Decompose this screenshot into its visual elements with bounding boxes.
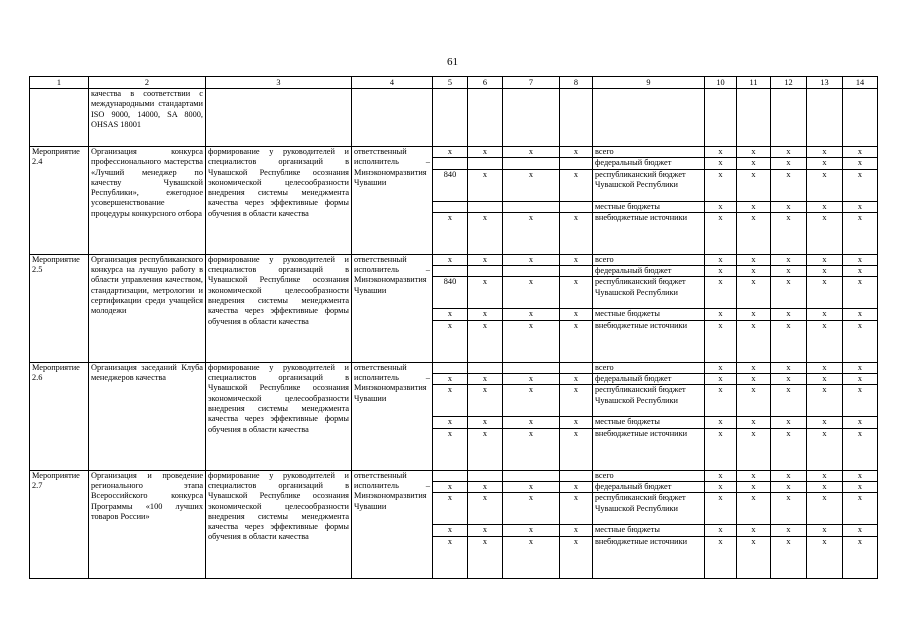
cell	[807, 89, 843, 147]
value-cell: x	[705, 320, 737, 362]
value-cell	[468, 362, 503, 373]
value-cell: x	[807, 525, 843, 536]
funding-source: всего	[593, 147, 705, 158]
value-cell: x	[807, 470, 843, 481]
value-cell: x	[705, 525, 737, 536]
value-cell: x	[560, 309, 593, 320]
value-cell: x	[771, 201, 807, 212]
funding-source: всего	[593, 362, 705, 373]
measure-executor: ответственный исполнитель – Минэкономразвития Чувашии	[352, 147, 433, 255]
value-cell: x	[705, 417, 737, 428]
funding-source: федеральный бюджет	[593, 266, 705, 277]
value-cell: x	[503, 536, 560, 578]
value-cell: x	[705, 158, 737, 169]
value-cell: x	[705, 428, 737, 470]
value-cell: x	[503, 385, 560, 417]
value-cell	[433, 362, 468, 373]
value-cell: x	[843, 158, 878, 169]
measure-name: Организация и проведение регионального этапа Всероссийского конкурса Программы «100 лучших товаров России»	[89, 470, 206, 578]
value-cell: x	[560, 417, 593, 428]
value-cell: x	[807, 254, 843, 265]
value-cell: x	[503, 169, 560, 201]
value-cell: x	[807, 147, 843, 158]
cell	[30, 89, 89, 147]
value-cell: x	[737, 536, 771, 578]
value-cell: x	[807, 536, 843, 578]
value-cell: x	[771, 470, 807, 481]
value-cell: x	[433, 147, 468, 158]
cell	[705, 89, 737, 147]
value-cell: x	[503, 212, 560, 254]
continuation-text: качества в соответствии с международными стандартами ISO 9000, 14000, SA 8000, OHSAS 18001	[89, 89, 206, 147]
value-cell: x	[737, 428, 771, 470]
value-cell	[433, 266, 468, 277]
cell	[593, 89, 705, 147]
value-cell: x	[705, 481, 737, 492]
value-cell: x	[737, 320, 771, 362]
table-row	[30, 362, 878, 373]
value-cell: x	[771, 266, 807, 277]
value-cell: x	[843, 320, 878, 362]
funding-source: республиканский бюджет Чувашской Республики	[593, 493, 705, 525]
value-cell: 840	[433, 169, 468, 201]
value-cell: x	[705, 309, 737, 320]
value-cell: x	[843, 362, 878, 373]
value-cell: x	[433, 374, 468, 385]
measure-id: Мероприятие 2.5	[30, 254, 89, 362]
funding-source: местные бюджеты	[593, 309, 705, 320]
measure-executor: ответственный исполнитель – Минэкономразвития Чувашии	[352, 254, 433, 362]
value-cell	[560, 201, 593, 212]
header-cell: 5	[433, 77, 468, 89]
funding-source: всего	[593, 470, 705, 481]
value-cell: x	[503, 481, 560, 492]
measure-id: Мероприятие 2.6	[30, 362, 89, 470]
value-cell	[468, 158, 503, 169]
value-cell: x	[737, 147, 771, 158]
value-cell: x	[560, 320, 593, 362]
funding-source: местные бюджеты	[593, 201, 705, 212]
value-cell: x	[705, 385, 737, 417]
value-cell: x	[843, 169, 878, 201]
value-cell: x	[503, 428, 560, 470]
value-cell	[560, 362, 593, 373]
value-cell: x	[503, 277, 560, 309]
value-cell: x	[503, 493, 560, 525]
funding-source: республиканский бюджет Чувашской Республики	[593, 385, 705, 417]
value-cell: x	[843, 254, 878, 265]
value-cell	[560, 266, 593, 277]
measure-id: Мероприятие 2.4	[30, 147, 89, 255]
value-cell: x	[807, 493, 843, 525]
value-cell: x	[843, 481, 878, 492]
value-cell: x	[433, 525, 468, 536]
value-cell: x	[737, 212, 771, 254]
header-cell: 1	[30, 77, 89, 89]
value-cell	[560, 470, 593, 481]
header-cell: 10	[705, 77, 737, 89]
value-cell: x	[503, 525, 560, 536]
value-cell	[433, 470, 468, 481]
funding-source: местные бюджеты	[593, 525, 705, 536]
funding-source: местные бюджеты	[593, 417, 705, 428]
cell	[737, 89, 771, 147]
page-number: 61	[447, 56, 458, 68]
measure-name: Организация республиканского конкурса на лучшую работу в области управления качеством, стандартизации, метрологии и сертификации среди учащейся молодежи	[89, 254, 206, 362]
value-cell: x	[433, 309, 468, 320]
value-cell: x	[843, 201, 878, 212]
value-cell: x	[468, 385, 503, 417]
measure-executor: ответственный исполнитель – Минэкономразвития Чувашии	[352, 470, 433, 578]
value-cell: x	[807, 201, 843, 212]
header-cell: 3	[206, 77, 352, 89]
value-cell: x	[807, 309, 843, 320]
value-cell: x	[503, 320, 560, 362]
value-cell	[433, 158, 468, 169]
value-cell: x	[843, 493, 878, 525]
value-cell: x	[843, 417, 878, 428]
header-cell: 12	[771, 77, 807, 89]
header-cell: 11	[737, 77, 771, 89]
value-cell: x	[737, 201, 771, 212]
funding-source: республиканский бюджет Чувашской Республики	[593, 169, 705, 201]
value-cell: x	[468, 320, 503, 362]
funding-source: республиканский бюджет Чувашской Республики	[593, 277, 705, 309]
value-cell: x	[468, 481, 503, 492]
value-cell: x	[468, 254, 503, 265]
value-cell: x	[705, 254, 737, 265]
program-table	[29, 76, 878, 579]
value-cell: x	[843, 212, 878, 254]
value-cell	[468, 201, 503, 212]
value-cell	[503, 470, 560, 481]
value-cell: x	[468, 374, 503, 385]
value-cell: x	[843, 536, 878, 578]
funding-source: федеральный бюджет	[593, 158, 705, 169]
value-cell: x	[705, 374, 737, 385]
value-cell	[433, 201, 468, 212]
header-cell: 9	[593, 77, 705, 89]
value-cell: x	[737, 374, 771, 385]
value-cell: x	[771, 277, 807, 309]
value-cell: x	[807, 481, 843, 492]
value-cell: x	[737, 254, 771, 265]
value-cell: x	[807, 320, 843, 362]
measure-executor: ответственный исполнитель – Минэкономразвития Чувашии	[352, 362, 433, 470]
value-cell: x	[433, 254, 468, 265]
value-cell: x	[705, 201, 737, 212]
value-cell	[468, 266, 503, 277]
value-cell: x	[843, 428, 878, 470]
value-cell: x	[771, 525, 807, 536]
header-cell: 7	[503, 77, 560, 89]
table-row	[30, 470, 878, 481]
value-cell: x	[705, 147, 737, 158]
value-cell: x	[503, 254, 560, 265]
value-cell: x	[737, 493, 771, 525]
value-cell: x	[560, 428, 593, 470]
funding-source: внебюджетные источники	[593, 212, 705, 254]
funding-source: всего	[593, 254, 705, 265]
value-cell: x	[560, 525, 593, 536]
value-cell: x	[468, 417, 503, 428]
value-cell: x	[771, 212, 807, 254]
funding-source: внебюджетные источники	[593, 428, 705, 470]
table-row	[30, 254, 878, 265]
header-cell: 6	[468, 77, 503, 89]
value-cell: x	[468, 309, 503, 320]
value-cell: x	[705, 493, 737, 525]
value-cell: x	[771, 309, 807, 320]
value-cell: x	[807, 277, 843, 309]
cell	[503, 89, 560, 147]
header-row	[30, 77, 878, 89]
value-cell: x	[433, 428, 468, 470]
value-cell: x	[433, 320, 468, 362]
value-cell: x	[705, 169, 737, 201]
value-cell	[503, 158, 560, 169]
value-cell	[468, 470, 503, 481]
value-cell: x	[771, 481, 807, 492]
value-cell: x	[807, 362, 843, 373]
value-cell: x	[771, 320, 807, 362]
value-cell: x	[468, 212, 503, 254]
value-cell: 840	[433, 277, 468, 309]
value-cell: x	[843, 266, 878, 277]
funding-source: внебюджетные источники	[593, 320, 705, 362]
value-cell	[560, 158, 593, 169]
value-cell: x	[807, 385, 843, 417]
value-cell	[503, 266, 560, 277]
cell	[206, 89, 352, 147]
value-cell: x	[737, 169, 771, 201]
cell	[560, 89, 593, 147]
header-cell: 2	[89, 77, 206, 89]
value-cell: x	[468, 277, 503, 309]
cell	[352, 89, 433, 147]
value-cell: x	[737, 158, 771, 169]
value-cell: x	[807, 428, 843, 470]
value-cell: x	[737, 481, 771, 492]
value-cell: x	[560, 277, 593, 309]
value-cell: x	[771, 147, 807, 158]
cell	[433, 89, 468, 147]
value-cell: x	[468, 493, 503, 525]
table-row	[30, 147, 878, 158]
value-cell: x	[843, 309, 878, 320]
header-cell: 8	[560, 77, 593, 89]
value-cell: x	[843, 374, 878, 385]
value-cell: x	[771, 417, 807, 428]
funding-source: федеральный бюджет	[593, 481, 705, 492]
value-cell: x	[737, 417, 771, 428]
value-cell	[503, 201, 560, 212]
funding-source: федеральный бюджет	[593, 374, 705, 385]
value-cell: x	[705, 277, 737, 309]
value-cell: x	[843, 385, 878, 417]
value-cell: x	[771, 158, 807, 169]
value-cell: x	[843, 470, 878, 481]
measure-goal: формирование у руководителей и специалистов организаций в Чувашской Республике осознания экономической целесообразности внедрения системы менеджмента качества через эффективные формы обучения в области качества	[206, 470, 352, 578]
value-cell: x	[705, 362, 737, 373]
value-cell: x	[705, 470, 737, 481]
value-cell: x	[705, 536, 737, 578]
value-cell: x	[737, 309, 771, 320]
value-cell: x	[468, 147, 503, 158]
value-cell: x	[560, 212, 593, 254]
value-cell: x	[737, 277, 771, 309]
value-cell: x	[560, 385, 593, 417]
value-cell: x	[771, 385, 807, 417]
value-cell: x	[843, 525, 878, 536]
measure-goal: формирование у руководителей и специалистов организаций в Чувашской Республике осознания экономической целесообразности внедрения системы менеджмента качества через эффективные формы обучения в области качества	[206, 147, 352, 255]
measure-goal: формирование у руководителей и специалистов организаций в Чувашской Республике осознания экономической целесообразности внедрения системы менеджмента качества через эффективные формы обучения в области качества	[206, 362, 352, 470]
value-cell: x	[560, 536, 593, 578]
measure-name: Организация заседаний Клуба менеджеров качества	[89, 362, 206, 470]
value-cell: x	[771, 493, 807, 525]
value-cell: x	[433, 493, 468, 525]
value-cell: x	[433, 481, 468, 492]
value-cell: x	[468, 428, 503, 470]
value-cell: x	[807, 158, 843, 169]
value-cell: x	[433, 417, 468, 428]
value-cell: x	[503, 309, 560, 320]
header-cell: 4	[352, 77, 433, 89]
value-cell: x	[771, 362, 807, 373]
cell	[468, 89, 503, 147]
table-body	[30, 89, 878, 579]
value-cell: x	[560, 254, 593, 265]
value-cell: x	[705, 212, 737, 254]
value-cell: x	[737, 470, 771, 481]
funding-source: внебюджетные источники	[593, 536, 705, 578]
value-cell: x	[433, 536, 468, 578]
value-cell: x	[807, 212, 843, 254]
value-cell: x	[771, 536, 807, 578]
value-cell: x	[737, 266, 771, 277]
continuation-row	[30, 89, 878, 147]
value-cell: x	[503, 417, 560, 428]
value-cell: x	[560, 493, 593, 525]
value-cell: x	[468, 169, 503, 201]
value-cell: x	[560, 147, 593, 158]
value-cell: x	[737, 362, 771, 373]
cell	[771, 89, 807, 147]
measure-goal: формирование у руководителей и специалистов организаций в Чувашской Республике осознания экономической целесообразности внедрения системы менеджмента качества через эффективные формы обучения в области качества	[206, 254, 352, 362]
header-cell: 13	[807, 77, 843, 89]
value-cell: x	[807, 266, 843, 277]
value-cell: x	[771, 428, 807, 470]
value-cell: x	[807, 169, 843, 201]
value-cell: x	[771, 374, 807, 385]
value-cell: x	[433, 212, 468, 254]
value-cell: x	[560, 169, 593, 201]
value-cell: x	[737, 525, 771, 536]
value-cell: x	[560, 374, 593, 385]
value-cell: x	[433, 385, 468, 417]
value-cell: x	[807, 417, 843, 428]
value-cell: x	[771, 254, 807, 265]
value-cell: x	[771, 169, 807, 201]
value-cell: x	[737, 385, 771, 417]
header-cell: 14	[843, 77, 878, 89]
value-cell: x	[705, 266, 737, 277]
measure-id: Мероприятие 2.7	[30, 470, 89, 578]
measure-name: Организация конкурса профессионального мастерства «Лучший менеджер по качеству Чувашской Республики», ежегодное усовершенствование процедуры конкурсного отбора	[89, 147, 206, 255]
value-cell: x	[468, 525, 503, 536]
value-cell: x	[503, 147, 560, 158]
value-cell: x	[843, 147, 878, 158]
cell	[843, 89, 878, 147]
value-cell	[503, 362, 560, 373]
value-cell: x	[560, 481, 593, 492]
value-cell: x	[468, 536, 503, 578]
value-cell: x	[843, 277, 878, 309]
value-cell: x	[807, 374, 843, 385]
value-cell: x	[503, 374, 560, 385]
